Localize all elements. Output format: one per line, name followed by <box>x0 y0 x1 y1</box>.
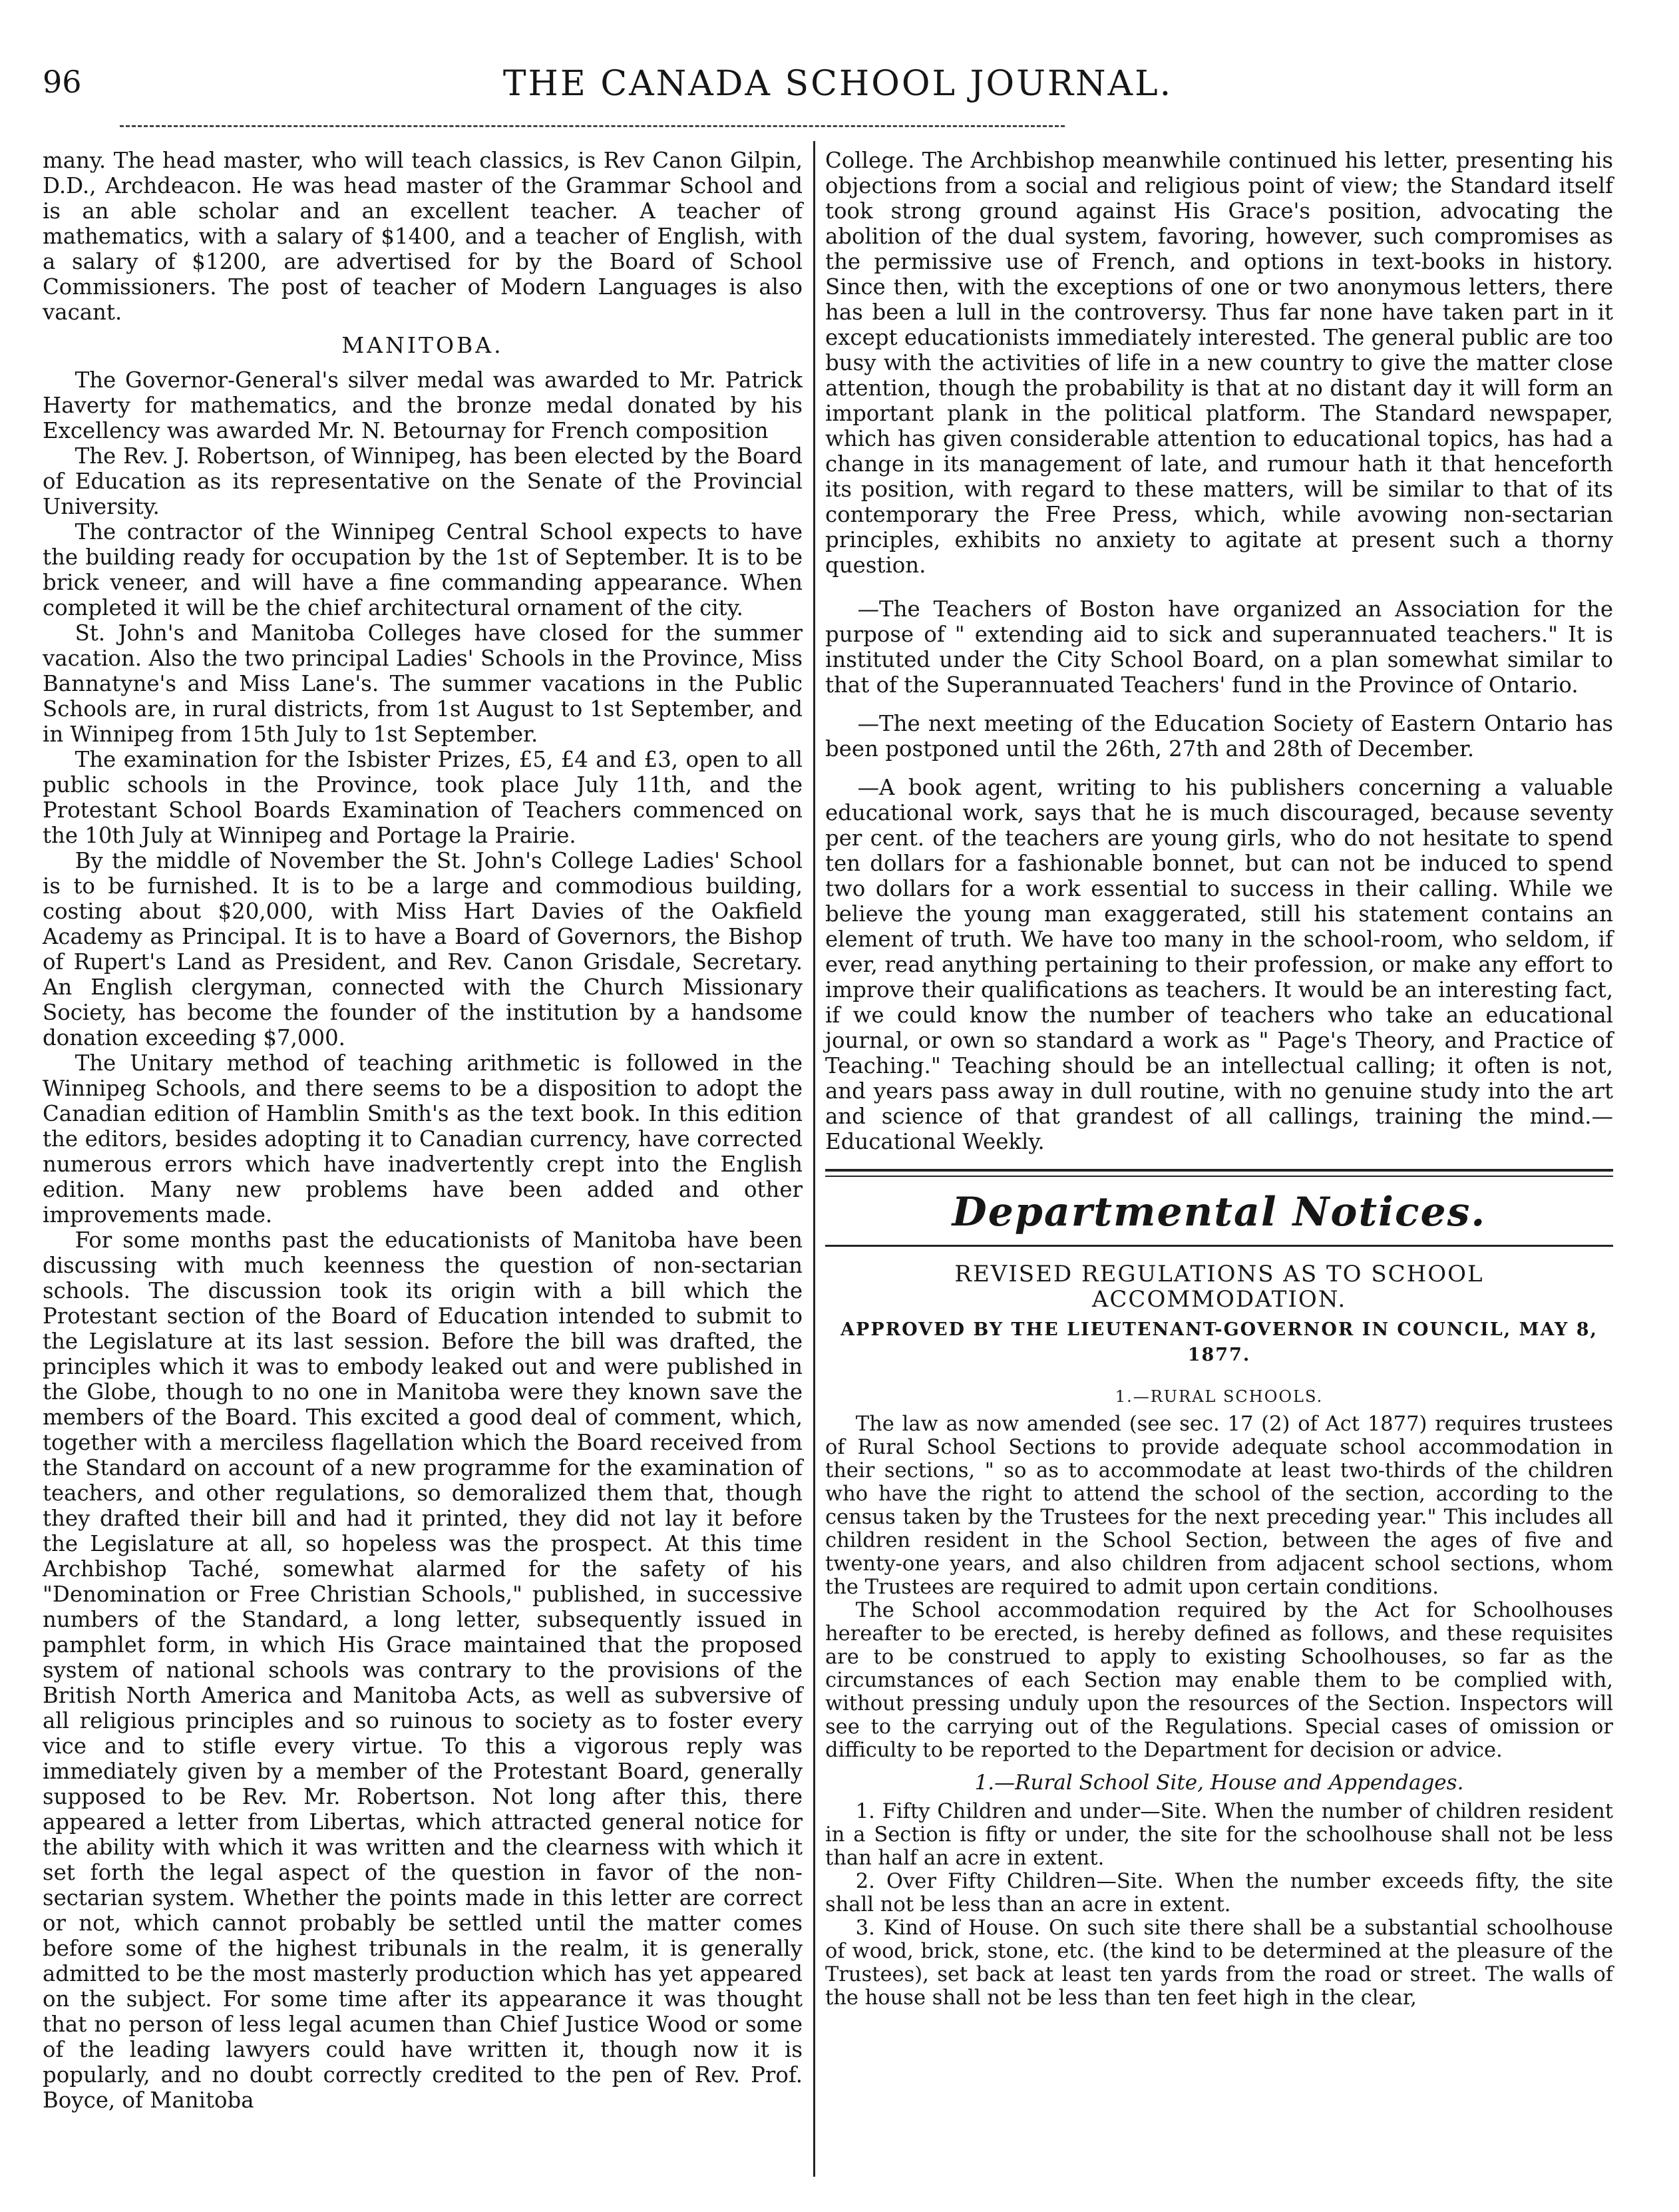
intro-paragraph: many. The head master, who will teach classics, is Rev Canon Gilpin, D.D., Archdeacon. He was head master of the Grammar School and is an able scholar and an excellent teacher. A teacher of mathematics, with a salary of $1400, and a teacher of English, with a salary of $1200, are advertised for by the Board of School Commissioners. The post of teacher of Modern Languages is also vacant. <box>43 148 803 325</box>
manitoba-paragraph: The Unitary method of teaching arithmetic is followed in the Winnipeg Schools, and there seems to be a disposition to adopt the Canadian edition of Hamblin Smith's as the text book. In this edition the editors, besides adopting it to Canadian currency, have corrected numerous errors which have inadvertently crept into the English edition. Many new problems have been added and other improvements made. <box>43 1050 803 1227</box>
manitoba-paragraph: For some months past the educationists of Manitoba have been discussing with much keenness the question of non-sectarian schools. The discussion took its origin with a bill which the Protestant section of the Board of Education intended to submit to the Legislature at its last session. Before the bill was drafted, the principles which it was to embody leaked out and were published in the Globe, though to no one in Manitoba were they known save the members of the Board. This excited a good deal of comment, which, together with a merciless flagellation which the Board received from the Standard on account of a new programme for the examination of teachers, and other regulations, so demoralized them that, though they drafted their bill and had it printed, they did not lay it before the Legislature at all, so hopeless was the prospect. At this time Archbishop Taché, somewhat alarmed for the safety of his "Denomination or Free Christian Schools," published, in successive numbers of the Standard, a long letter, subsequently issued in pamphlet form, in which His Grace maintained that the proposed system of national schools was contrary to the provisions of the British North America and Manitoba Acts, as well as subversive of all religious principles and so ruinous to society as to foster every vice and to stifle every virtue. To this a vigorous reply was immediately given by a member of the Protestant Board, generally supposed to be Rev. Mr. Robertson. Not long after this, there appeared a letter from Libertas, which attracted general notice for the ability with which it was written and the clearness with which it set forth the legal aspect of the question in favor of the non-sectarian system. Whether the points made in this letter are correct or not, which cannot probably be settled until the matter comes before some of the highest tribunals in the realm, it is generally admitted to be the most masterly production which has yet appeared on the subject. For some time after its appearance it was thought that no person of less legal acumen than Chief Justice Wood or some of the leading lawyers could have written it, though now it is popularly, and no doubt correctly credited to the pen of Rev. Prof. Boyce, of Manitoba <box>43 1227 803 2113</box>
regulation-paragraph: The School accommodation required by the Act for Schoolhouses hereafter to be erected, is hereby defined as follows, and these requisites are to be construed to apply to existing Schoolhouses, so far as the circumstances of each Section may enable them to be complied with, without pressing unduly upon the resources of the Section. Inspectors will see to the carrying out of the Regulations. Special cases of omission or difficulty to be reported to the Department for decision or advice. <box>825 1599 1613 1762</box>
site-house-heading: 1.—Rural School Site, House and Appendages. <box>974 1771 1464 1795</box>
section-heading-manitoba: MANITOBA. <box>341 332 504 358</box>
news-item: —The next meeting of the Education Society of Eastern Ontario has been postponed until the 26th, 27th and 28th of December. <box>825 711 1613 762</box>
manitoba-paragraph: St. John's and Manitoba Colleges have closed for the summer vacation. Also the two principal Ladies' Schools in the Province, Miss Bannatyne's and Miss Lane's. The summer vacations in the Public Schools are, in rural districts, from 1st August to 1st September, and in Winnipeg from 15th July to 1st September. <box>43 620 803 747</box>
journal-title: THE CANADA SCHOOL JOURNAL. <box>502 64 1173 104</box>
news-item: —A book agent, writing to his publishers concerning a valuable educational work, says that he is much discouraged, because seventy per cent. of the teachers are young girls, who do not hesitate to spend ten dollars for a fashionable bonnet, but can not be induced to spend two dollars for a work essential to success in their calling. While we believe the young man exaggerated, still his statement contains an element of truth. We have too many in the school-room, who seldom, if ever, read anything pertaining to their profession, or make any effort to improve their qualifications as teachers. It would be an interesting fact, if we could know the number of teachers who take an educational journal, or own so standard a work as " Page's Theory, and Practice of Teaching." Teaching should be an intellectual calling; it often is not, and years pass away in dull routine, with no genuine study into the art and science of that grandest of all callings, training the mind.—Educational Weekly. <box>825 775 1613 1154</box>
section-rule <box>825 1169 1613 1177</box>
regulation-paragraph: The law as now amended (see sec. 17 (2) of Act 1877) requires trustees of Rural School Sections to provide adequate school accommodation in their sections, " so as to accommodate at least two-thirds of the children who have the right to attend the school of the section, according to the census taken by the Trustees for the next preceding year." This includes all children resident in the School Section, between the ages of five and twenty-one years, and also children from adjacent school sections, whom the Trustees are required to admit upon certain conditions. <box>825 1413 1613 1599</box>
news-item: —The Teachers of Boston have organized an Association for the purpose of " extending aid to sick and superannuated teachers." It is instituted under the City School Board, on a plan somewhat similar to that of the Superannuated Teachers' fund in the Province of Ontario. <box>825 596 1613 698</box>
site-item: 1. Fifty Children and under—Site. When the number of children resident in a Section is fifty or under, the site for the schoolhouse shall not be less than half an acre in extent. <box>825 1800 1613 1870</box>
manitoba-paragraph: The Rev. J. Robertson, of Winnipeg, has been elected by the Board of Education as its representative on the Senate of the Provincial University. <box>43 443 803 519</box>
regulations-title: REVISED REGULATIONS AS TO SCHOOL ACCOMMODATION. <box>954 1261 1484 1313</box>
rural-schools-heading: 1.—RURAL SCHOOLS. <box>1115 1387 1324 1406</box>
approved-line: APPROVED BY THE LIEUTENANT-GOVERNOR IN COUNCIL, MAY 8, 1877. <box>840 1319 1598 1365</box>
header-rule <box>120 125 1065 127</box>
manitoba-paragraph: The examination for the Isbister Prizes, £5, £4 and £3, open to all public schools in the Province, took place July 11th, and the Protestant School Boards Examination of Teachers commenced on the 10th July at Winnipeg and Portage la Prairie. <box>43 747 803 848</box>
site-item: 3. Kind of House. On such site there shall be a substantial schoolhouse of wood, brick, stone, etc. (the kind to be determined at the pleasure of the Trustees), set back at least ten yards from the road or street. The walls of the house shall not be less than ten feet high in the clear, <box>825 1916 1613 2010</box>
departmental-notices-title: Departmental Notices. <box>952 1189 1487 1235</box>
notices-rule <box>825 1245 1613 1247</box>
page-header <box>43 64 1633 117</box>
right-column <box>825 148 1613 2010</box>
manitoba-paragraph: The Governor-General's silver medal was awarded to Mr. Patrick Haverty for mathematics, and the bronze medal donated by his Excellency was awarded Mr. N. Betournay for French composition <box>43 367 803 443</box>
page-number: 96 <box>43 64 82 100</box>
continued-paragraph: College. The Archbishop meanwhile continued his letter, presenting his objections from a social and religious point of view; the Standard itself took strong ground against His Grace's position, advocating the abolition of the dual system, favoring, however, such compromises as the permissive use of French, and options in text-books in history. Since then, with the exceptions of one or two anonymous letters, there has been a lull in the controversy. Thus far none have taken part in it except educationists immediately interested. The general public are too busy with the activities of life in a new country to give the matter close attention, though the probability is that at no distant day it will form an important plank in the political platform. The Standard newspaper, which has given considerable attention to educational topics, has had a change in its management of late, and rumour hath it that henceforth its position, with regard to these matters, will be similar to that of its contemporary the Free Press, which, while avowing non-sectarian principles, exhibits no anxiety to agitate at present such a thorny question. <box>825 148 1613 578</box>
column-divider <box>813 141 815 2177</box>
left-column <box>43 148 803 2113</box>
manitoba-paragraph: By the middle of November the St. John's College Ladies' School is to be furnished. It is to be a large and commodious building, costing about $20,000, with Miss Hart Davies of the Oakfield Academy as Principal. It is to have a Board of Governors, the Bishop of Rupert's Land as President, and Rev. Canon Grisdale, Secretary. An English clergyman, connected with the Church Missionary Society, has become the founder of the institution by a handsome donation exceeding $7,000. <box>43 848 803 1050</box>
site-item: 2. Over Fifty Children—Site. When the number exceeds fifty, the site shall not be less than an acre in extent. <box>825 1870 1613 1916</box>
manitoba-paragraph: The contractor of the Winnipeg Central School expects to have the building ready for occupation by the 1st of September. It is to be brick veneer, and will have a fine commanding appearance. When completed it will be the chief architectural ornament of the city. <box>43 519 803 620</box>
